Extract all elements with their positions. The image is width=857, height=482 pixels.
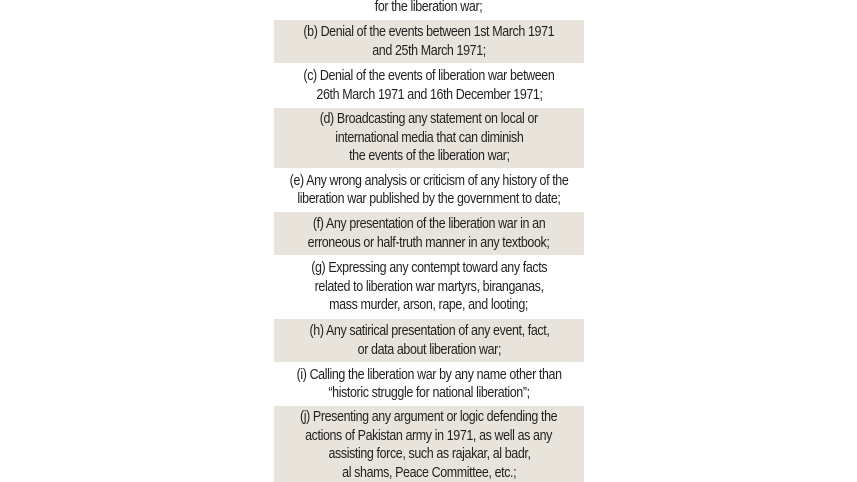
- item-g-line-1: (g) Expressing any contempt toward any facts: [311, 260, 547, 277]
- item-d-line-1: (d) Broadcasting any statement on local or: [319, 111, 539, 128]
- list-item-h: [274, 319, 584, 362]
- list-item-j: [274, 406, 584, 482]
- item-f-line-2: erroneous or half-truth manner in any textbook;: [308, 234, 550, 251]
- item-j-line-1: (j) Presenting any argument or logic defending the: [300, 409, 558, 425]
- item-e-line-1: (e) Any wrong analysis or criticism of any history of the: [289, 172, 569, 189]
- item-c-line-1: (c) Denial of the events of liberation war between: [303, 68, 555, 84]
- item-i-line-2: “historic struggle for national liberation”;: [328, 385, 530, 401]
- item-j-line-4: al shams, Peace Committee, etc.;: [341, 464, 517, 481]
- item-j-line-3: assisting force, such as rajakar, al badr,: [327, 446, 531, 462]
- list-item-d: [274, 108, 584, 168]
- item-e-line-2: liberation war published by the government to date;: [297, 191, 561, 207]
- list-item-e: [274, 170, 584, 210]
- item-c-line-2: 26th March 1971 and 16th December 1971;: [315, 86, 543, 103]
- item-b-line-1: (b) Denial of the events between 1st March 1971: [303, 24, 555, 40]
- item-h-line-1: (h) Any satirical presentation of any event, fact,: [309, 323, 549, 339]
- item-j-line-2: actions of Pakistan army in 1971, as well as any: [305, 427, 553, 444]
- item-g-line-3: mass murder, arson, rape, and looting;: [329, 297, 529, 314]
- item-d-line-3: the events of the liberation war;: [348, 148, 510, 165]
- list-column: [274, 0, 584, 482]
- item-f-line-1: (f) Any presentation of the liberation war in an: [312, 216, 546, 232]
- list-item-f: [274, 212, 584, 255]
- item-a-line-1: for the liberation war;: [375, 0, 483, 15]
- list-item-c: [274, 65, 584, 106]
- list-item-a: [274, 0, 584, 16]
- item-h-line-2: or data about liberation war;: [357, 341, 501, 358]
- list-item-i: [274, 364, 584, 404]
- item-b-line-2: and 25th March 1971;: [372, 42, 486, 59]
- item-g-line-2: related to liberation war martyrs, biranganas,: [314, 278, 544, 295]
- item-d-line-2: international media that can diminish: [334, 129, 524, 146]
- list-item-b: [274, 20, 584, 63]
- item-i-line-1: (i) Calling the liberation war by any name other than: [296, 366, 562, 383]
- list-item-g: [274, 257, 584, 317]
